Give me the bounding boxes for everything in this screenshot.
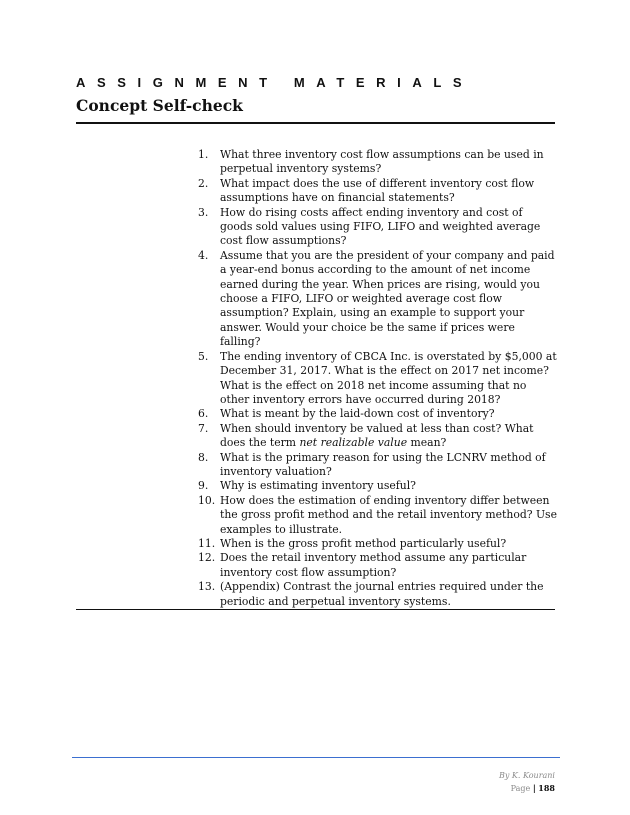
list-item: [198, 148, 558, 177]
question-number: 5.: [198, 349, 209, 363]
page-label: Page: [510, 784, 531, 793]
question-number: 4.: [198, 248, 209, 262]
question-list: [198, 148, 558, 609]
question-text: How do rising costs affect ending inventory and cost of goods sold values using FIFO, LIFO and weighted average cost flow assumptions?: [220, 205, 541, 248]
question-number: 12.: [198, 551, 216, 565]
list-item: [198, 249, 558, 350]
question-text: When is the gross profit method particularly useful?: [220, 536, 507, 550]
section-label: ASSIGNMENT MATERIALS: [76, 75, 474, 90]
question-number: 7.: [198, 421, 209, 435]
top-divider: [76, 122, 555, 124]
list-item: [198, 479, 558, 493]
list-item: [198, 537, 558, 551]
question-text: What is meant by the laid-down cost of inventory?: [220, 407, 495, 421]
question-text: What impact does the use of different inventory cost flow assumptions have on financial statements?: [220, 176, 535, 205]
question-text: Why is estimating inventory useful?: [220, 479, 416, 493]
question-text: How does the estimation of ending inventory differ between the gross profit method and the retail inventory method? Use examples to illustrate.: [220, 493, 557, 536]
page-number: 188: [538, 783, 555, 793]
question-number: 6.: [198, 407, 209, 421]
list-item: [198, 551, 558, 580]
footer-divider: [72, 757, 560, 758]
emphasized-term: net realizable value: [299, 436, 408, 450]
list-item: [198, 407, 558, 421]
question-text-part: mean?: [407, 436, 447, 450]
list-item: [198, 422, 558, 451]
question-text: The ending inventory of CBCA Inc. is overstated by $5,000 at December 31, 2017. What is the effect on 2017 net income? What is the effect on 2018 net income assuming that no other inventory errors have occurred during 2018?: [220, 349, 557, 406]
question-number: 10.: [198, 493, 216, 507]
question-number: 2.: [198, 176, 209, 190]
footer-author: By K. Kourani: [498, 771, 555, 780]
page-title: Concept Self-check: [76, 96, 243, 115]
question-text: What three inventory cost flow assumptions can be used in perpetual inventory systems?: [220, 148, 544, 176]
question-text-part: When should inventory be valued at less than cost? What does the term: [220, 421, 534, 450]
question-number: 13.: [198, 580, 216, 594]
question-number: 9.: [198, 479, 209, 493]
question-number: 1.: [198, 148, 209, 161]
list-item: [198, 206, 558, 249]
question-number: 8.: [198, 450, 209, 464]
question-number: 3.: [198, 205, 209, 219]
question-number: 11.: [198, 536, 216, 550]
list-item: [198, 350, 558, 408]
question-text: [220, 422, 558, 451]
question-text: (Appendix) Contrast the journal entries required under the periodic and perpetual inventory systems.: [220, 580, 544, 608]
question-text: What is the primary reason for using the LCNRV method of inventory valuation?: [220, 450, 546, 478]
list-item: [198, 494, 558, 537]
question-text: Does the retail inventory method assume any particular inventory cost flow assumption?: [220, 551, 527, 579]
page-separator: |: [532, 783, 536, 793]
bottom-divider: [76, 609, 555, 610]
list-item: [198, 451, 558, 480]
list-item: [198, 580, 558, 609]
list-item: [198, 177, 558, 206]
question-text: Assume that you are the president of your company and paid a year-end bonus according to the amount of net income earned during the year. When prices are rising, would you choose a FIFO, LIFO or weighted average cost flow assumption? Explain, using an example to support your answer. Would your choice be the same if prices were falling?: [220, 248, 555, 349]
footer-page: [511, 783, 555, 793]
